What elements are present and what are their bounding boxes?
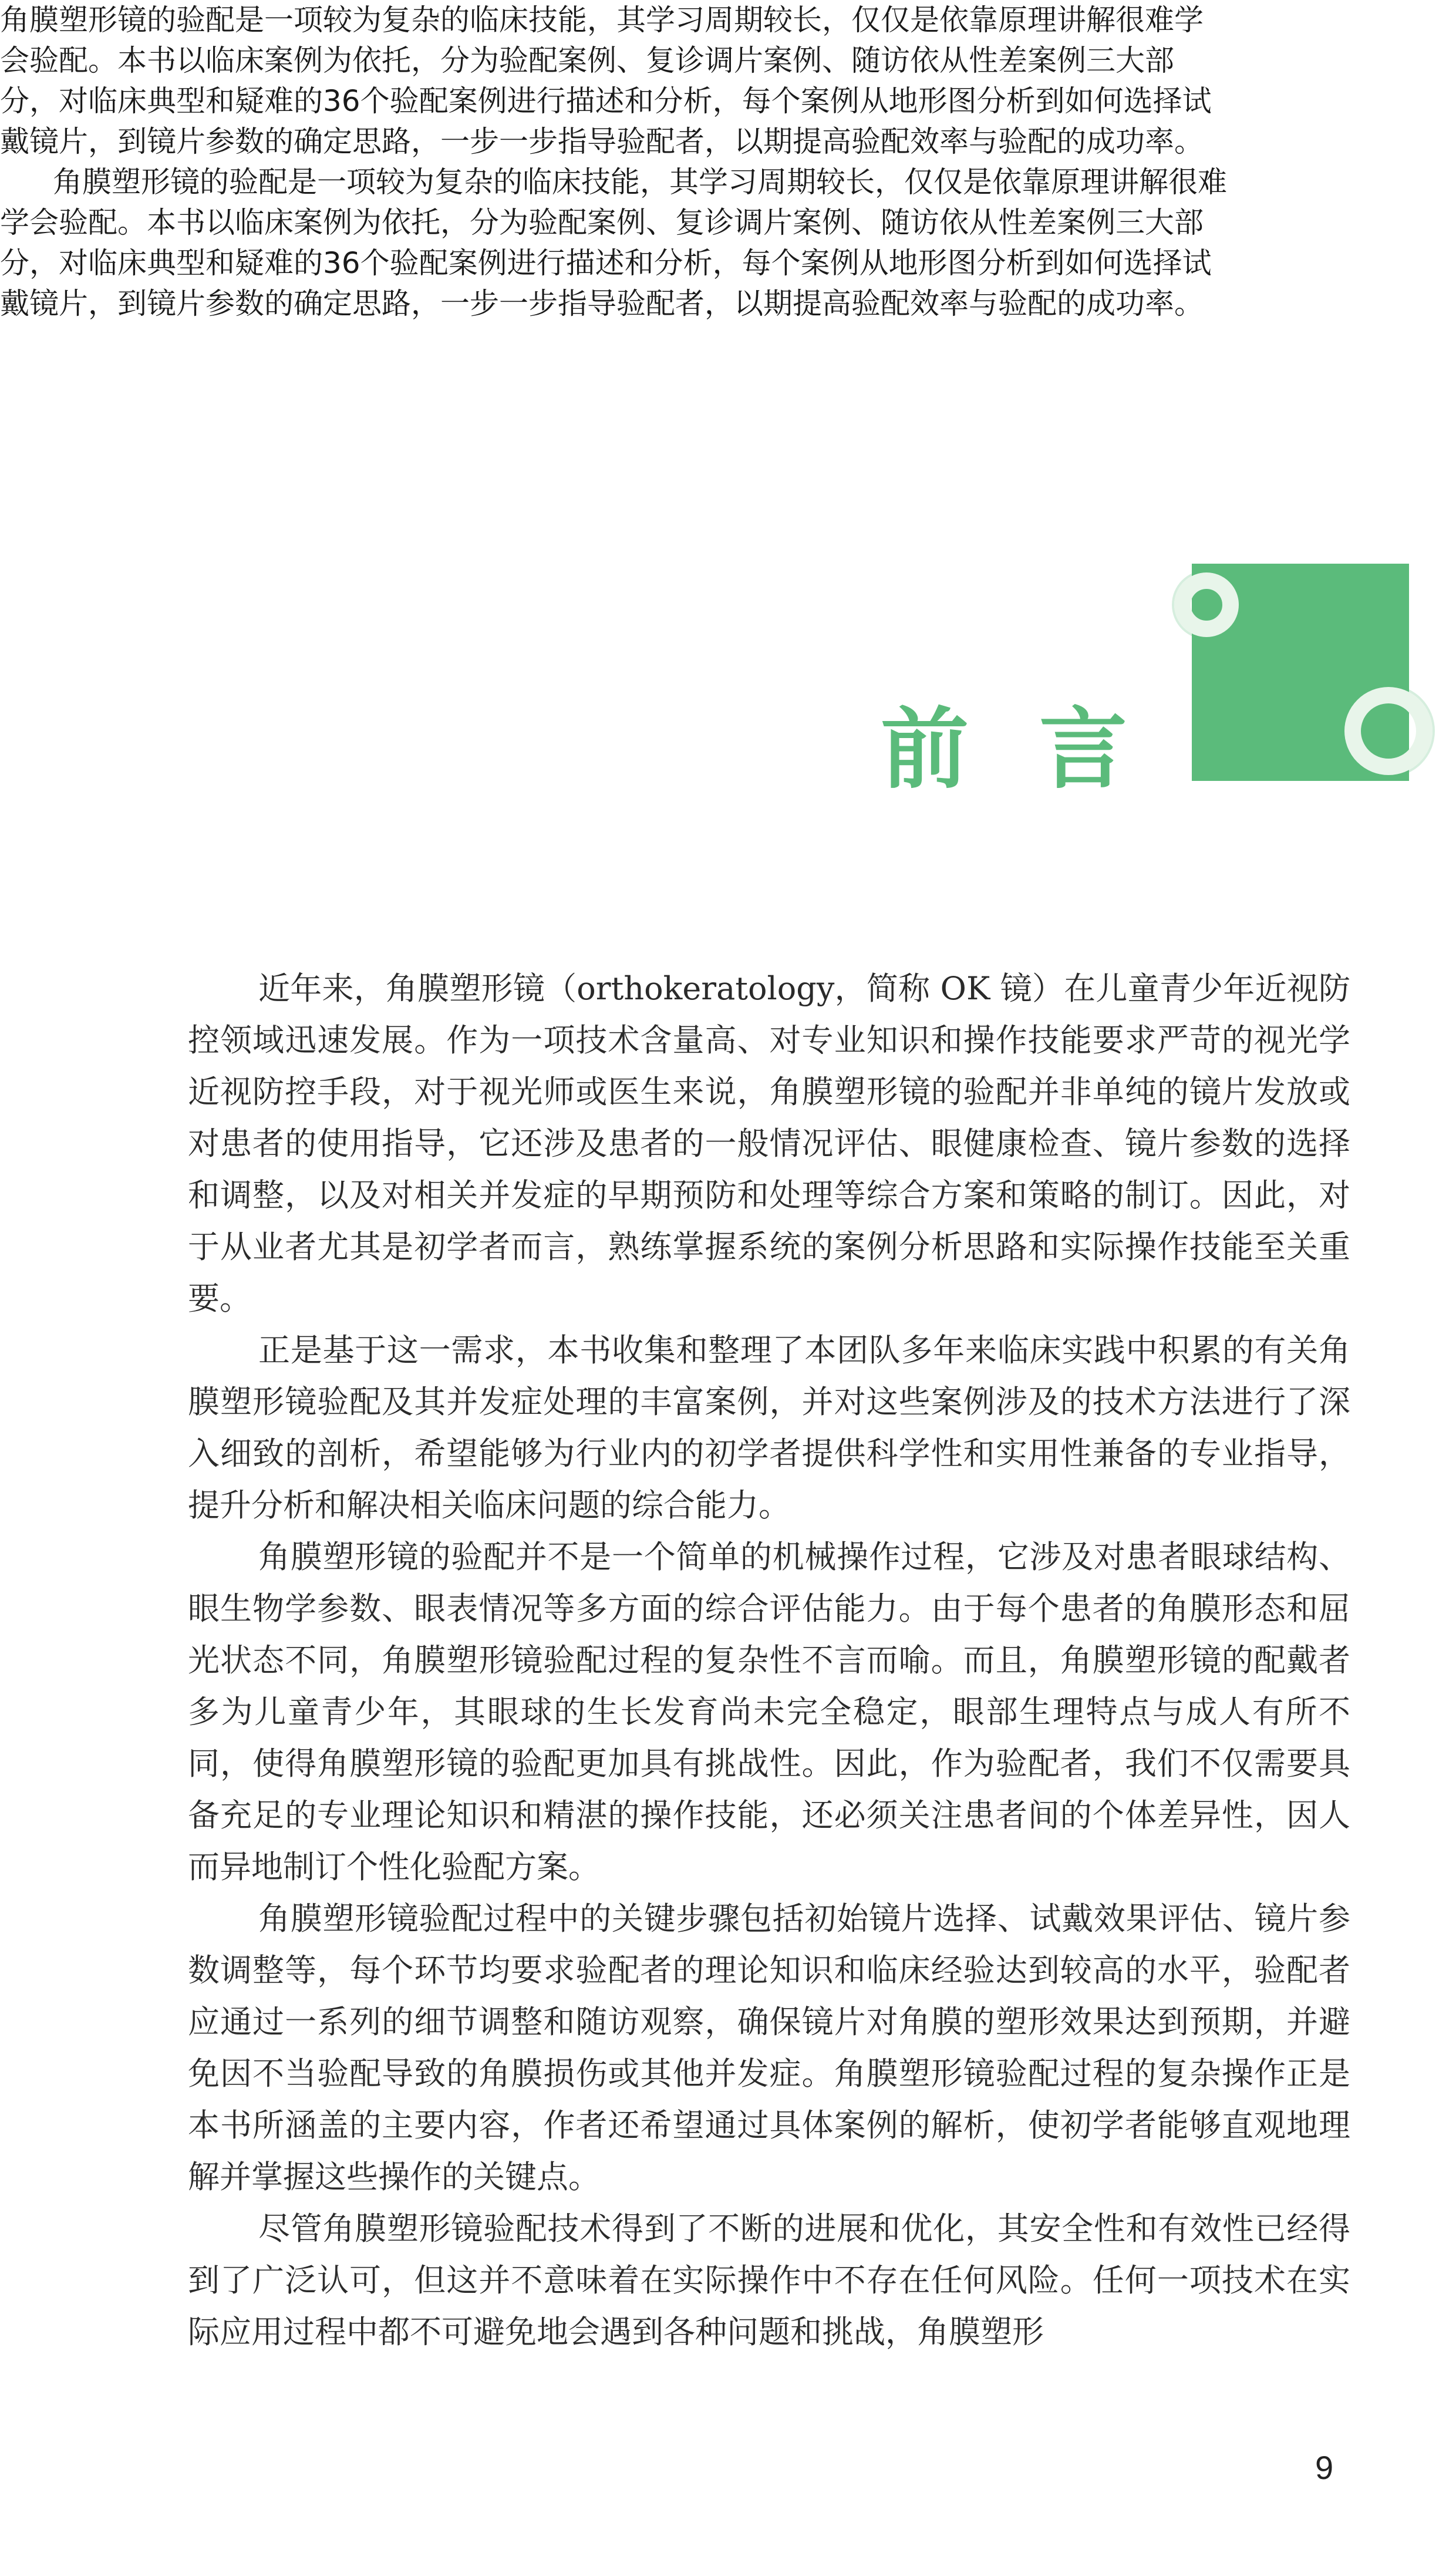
decorative-ring-small	[1174, 572, 1239, 637]
body-paragraph: 近年来，角膜塑形镜（orthokeratology，简称 OK 镜）在儿童青少年近视防控领域迅速发展。作为一项技术含量高、对专业知识和操作技能要求严苛的视光学近视防控手段，对于视光师或医生来说，角膜塑形镜的验配并非单纯的镜片发放或对患者的使用指导，它还涉及患者的一般情况评估、眼健康检查、镜片参数的选择和调整，以及对相关并发症的早期预防和处理等综合方案和策略的制订。因此，对于从业者尤其是初学者而言，熟练掌握系统的案例分析思路和实际操作技能至关重要。	[188, 970, 1350, 1317]
summary-block	[0, 0, 1456, 324]
body-paragraph: 角膜塑形镜的验配并不是一个简单的机械操作过程，它涉及对患者眼球结构、眼生物学参数、眼表情况等多方面的综合评估能力。由于每个患者的角膜形态和屈光状态不同，角膜塑形镜验配过程的复杂性不言而喻。而且，角膜塑形镜的配戴者多为儿童青少年，其眼球的生长发育尚未完全稳定，眼部生理特点与成人有所不同，使得角膜塑形镜的验配更加具有挑战性。因此，作为验配者，我们不仅需要具备充足的专业理论知识和精湛的操作技能，还必须关注患者间的个体差异性，因人而异地制订个性化验配方案。	[188, 1538, 1350, 1885]
decorative-ring-large	[1344, 687, 1433, 775]
body-paragraph: 尽管角膜塑形镜验配技术得到了不断的进展和优化，其安全性和有效性已经得到了广泛认可，但这并不意味着在实际操作中不存在任何风险。任何一项技术在实际应用过程中都不可避免地会遇到各种问题和挑战，角膜塑形	[188, 2210, 1350, 2350]
summary-paragraph: 角膜塑形镜的验配是一项较为复杂的临床技能，其学习周期较长，仅仅是依靠原理讲解很难 学会验配。本书以临床案例为依托，分为验配案例、复诊调片案例、随访依从性差案例三大部 分，对临床典型和疑难的36个验配案例进行描述和分析，每个案例从地形图分析到如何选择试 戴镜片，到镜片参数的确定思路，一步一步指导验配者，以期提高验配效率与验配的成功率。	[0, 165, 1227, 321]
page-number: 9	[1315, 2449, 1334, 2486]
preface-body	[188, 963, 1350, 2358]
body-paragraph: 正是基于这一需求，本书收集和整理了本团队多年来临床实践中积累的有关角膜塑形镜验配及其并发症处理的丰富案例，并对这些案例涉及的技术方法进行了深入细致的剖析，希望能够为行业内的初学者提供科学性和实用性兼备的专业指导，提升分析和解决相关临床问题的综合能力。	[188, 1332, 1350, 1524]
section-title: 前言	[881, 699, 1198, 801]
body-paragraph: 角膜塑形镜验配过程中的关键步骤包括初始镜片选择、试戴效果评估、镜片参数调整等，每个环节均要求验配者的理论知识和临床经验达到较高的水平，验配者应通过一系列的细节调整和随访观察，确保镜片对角膜的塑形效果达到预期，并避免因不当验配导致的角膜损伤或其他并发症。角膜塑形镜验配过程的复杂操作正是本书所涵盖的主要内容，作者还希望通过具体案例的解析，使初学者能够直观地理解并掌握这些操作的关键点。	[188, 1900, 1350, 2195]
summary-paragraph: 角膜塑形镜的验配是一项较为复杂的临床技能，其学习周期较长，仅仅是依靠原理讲解很难学 会验配。本书以临床案例为依托，分为验配案例、复诊调片案例、随访依从性差案例三大部 分，对临床典型和疑难的36个验配案例进行描述和分析，每个案例从地形图分析到如何选择试 戴镜片，到镜片参数的确定思路，一步一步指导验配者，以期提高验配效率与验配的成功率。	[0, 3, 1212, 159]
section-heading-area	[0, 546, 1456, 801]
